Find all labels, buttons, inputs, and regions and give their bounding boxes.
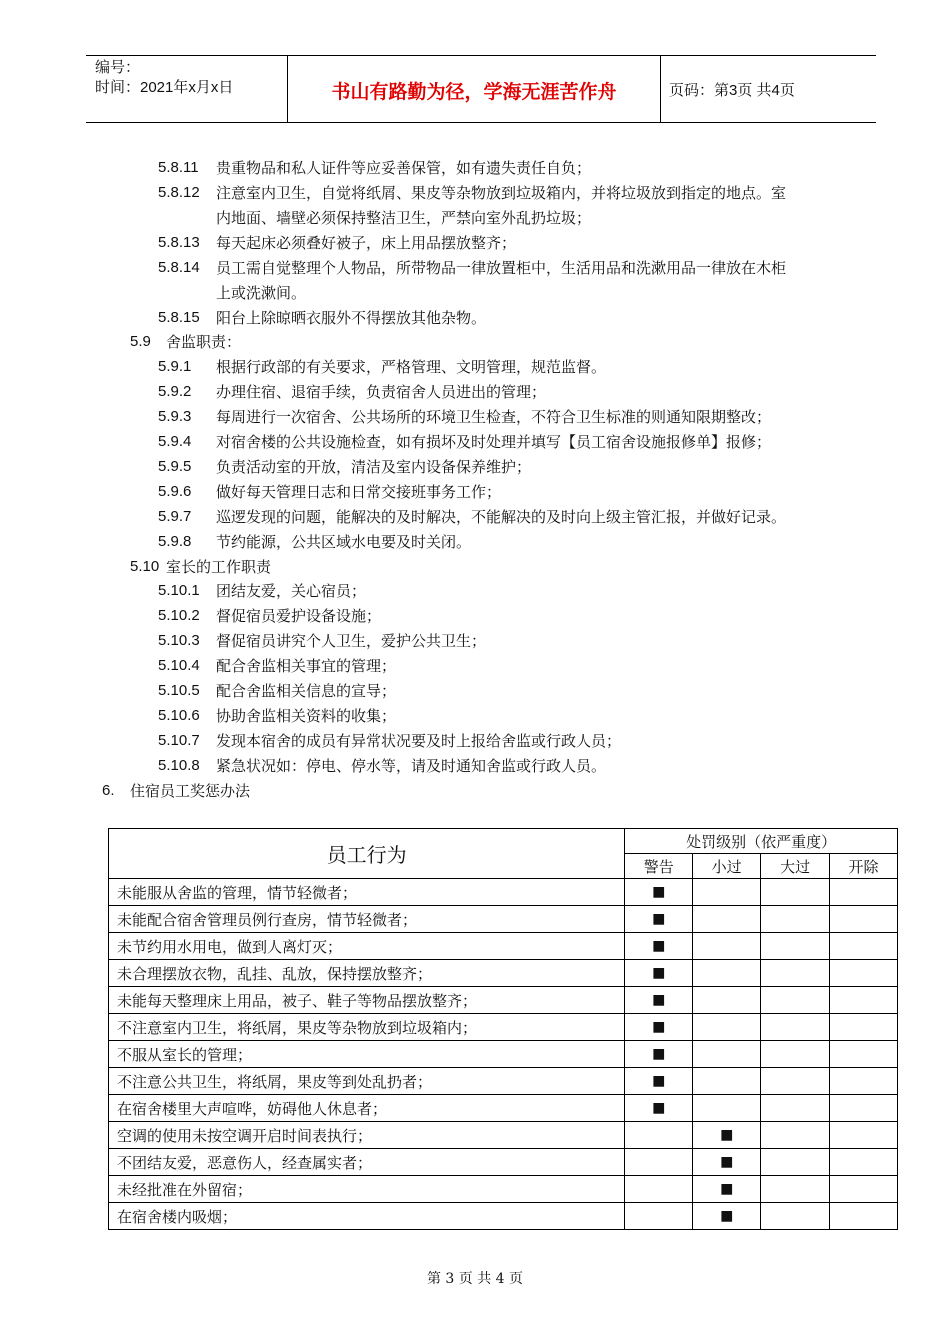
clause-text: 办理住宿、退宿手续，负责宿舍人员进出的管理； (216, 383, 547, 401)
clause-text: 室长的工作职责 (166, 558, 272, 576)
clause-number: 5.10.6 (158, 707, 200, 724)
clause-text: 上或洗漱间。 (216, 284, 307, 302)
behavior-cell: 不服从室长的管理； (109, 1041, 625, 1068)
clause-number: 5.10.8 (158, 757, 200, 774)
level-mark: ■ (625, 933, 693, 960)
header-bottom-rule (86, 122, 876, 123)
level-warning: 警告 (625, 854, 693, 879)
clause-text: 巡逻发现的问题，能解决的及时解决，不能解决的及时向上级主管汇报，并做好记录。 (216, 508, 787, 526)
behavior-cell: 不注意公共卫生，将纸屑，果皮等到处乱扔者； (109, 1068, 625, 1095)
clause-text: 根据行政部的有关要求，严格管理、文明管理，规范监督。 (216, 358, 607, 376)
level-cell (761, 1203, 830, 1230)
table-row (109, 1068, 898, 1095)
level-mark: ■ (625, 1095, 693, 1122)
header-divider-right (660, 55, 661, 123)
clause-number: 5.8.12 (158, 184, 200, 201)
clause-text: 每周进行一次宿舍、公共场所的环境卫生检查，不符合卫生标准的则通知限期整改； (216, 408, 772, 426)
clause-number: 5.10.3 (158, 632, 200, 649)
clause-number: 5.8.13 (158, 234, 200, 251)
table-row (109, 1149, 898, 1176)
clause-text: 住宿员工奖惩办法 (130, 782, 251, 800)
table-row (109, 1203, 898, 1230)
level-cell (761, 987, 830, 1014)
level-cell (830, 987, 898, 1014)
doc-date-label: 时间：2021年x月x日 (95, 79, 234, 96)
level-cell (625, 1149, 693, 1176)
clause-text: 督促宿员讲究个人卫生，爱护公共卫生； (216, 632, 487, 650)
clause-number: 5.10.4 (158, 657, 200, 674)
level-cell (830, 1068, 898, 1095)
level-cell (830, 1041, 898, 1068)
clause-number: 5.9.1 (158, 358, 192, 375)
clause-number: 5.9.8 (158, 533, 192, 550)
doc-number-label: 编号： (95, 59, 141, 76)
level-cell (830, 1203, 898, 1230)
clause-text: 配合舍监相关信息的宣导； (216, 682, 397, 700)
penalty-rows (109, 879, 898, 1230)
level-cell (625, 1203, 693, 1230)
level-cell (693, 906, 761, 933)
table-row (109, 933, 898, 960)
clause-text: 配合舍监相关事宜的管理； (216, 657, 397, 675)
header-page-label: 页码：第3页 共4页 (669, 82, 795, 99)
clause-number: 5.10.1 (158, 582, 200, 599)
header-info (95, 58, 233, 98)
level-cell (693, 1068, 761, 1095)
level-cell (761, 1149, 830, 1176)
level-cell (830, 906, 898, 933)
level-cell (761, 1041, 830, 1068)
level-cell (830, 1176, 898, 1203)
clause-text: 贵重物品和私人证件等应妥善保管，如有遗失责任自负； (216, 159, 592, 177)
penalty-table (108, 828, 898, 1230)
behavior-cell: 空调的使用未按空调开启时间表执行； (109, 1122, 625, 1149)
table-row (109, 960, 898, 987)
level-cell (830, 1095, 898, 1122)
level-mark: ■ (625, 960, 693, 987)
level-mark: ■ (693, 1122, 761, 1149)
clause-text: 每天起床必须叠好被子，床上用品摆放整齐； (216, 234, 517, 252)
header-motto: 书山有路勤为径，学海无涯苦作舟 (331, 81, 617, 103)
level-mark: ■ (625, 906, 693, 933)
level-mark: ■ (625, 987, 693, 1014)
table-row (109, 1176, 898, 1203)
behavior-cell: 不注意室内卫生，将纸屑，果皮等杂物放到垃圾箱内； (109, 1014, 625, 1041)
clause-text: 督促宿员爱护设备设施； (216, 607, 382, 625)
table-row (109, 1095, 898, 1122)
behavior-cell: 未合理摆放衣物，乱挂、乱放，保持摆放整齐； (109, 960, 625, 987)
behavior-cell: 不团结友爱，恶意伤人，经查属实者； (109, 1149, 625, 1176)
clause-number: 5.9.2 (158, 383, 192, 400)
level-cell (693, 1041, 761, 1068)
level-cell (830, 960, 898, 987)
behavior-cell: 在宿舍楼内吸烟； (109, 1203, 625, 1230)
level-minor: 小过 (693, 854, 761, 879)
level-cell (830, 1122, 898, 1149)
table-row (109, 987, 898, 1014)
table-row (109, 1122, 898, 1149)
level-cell (761, 906, 830, 933)
clause-number: 5.10 (130, 558, 160, 575)
level-cell (761, 1122, 830, 1149)
level-mark: ■ (625, 1014, 693, 1041)
clause-number: 5.9.5 (158, 458, 192, 475)
clause-number: 5.9.4 (158, 433, 192, 450)
table-row (109, 1014, 898, 1041)
level-mark: ■ (693, 1176, 761, 1203)
behavior-cell: 未节约用水用电，做到人离灯灭； (109, 933, 625, 960)
level-cell (830, 1014, 898, 1041)
clause-number: 5.8.11 (158, 159, 199, 176)
clause-number: 5.9 (130, 333, 151, 350)
behavior-cell: 在宿舍楼里大声喧哗，妨碍他人休息者； (109, 1095, 625, 1122)
clause-number: 5.8.15 (158, 309, 200, 326)
level-cell (761, 879, 830, 906)
level-cell (693, 987, 761, 1014)
page-footer: 第 3 页 共 4 页 (426, 1271, 524, 1287)
level-cell (693, 960, 761, 987)
level-cell (761, 1014, 830, 1041)
level-cell (693, 1095, 761, 1122)
level-mark: ■ (693, 1149, 761, 1176)
behavior-cell: 未能每天整理床上用品，被子、鞋子等物品摆放整齐； (109, 987, 625, 1014)
level-cell (693, 879, 761, 906)
clause-number: 5.10.2 (158, 607, 200, 624)
level-major: 大过 (761, 854, 830, 879)
level-cell (625, 1122, 693, 1149)
clause-number: 5.10.7 (158, 732, 200, 749)
clause-text: 协助舍监相关资料的收集； (216, 707, 397, 725)
clause-text: 对宿舍楼的公共设施检查，如有损坏及时处理并填写【员工宿舍设施报修单】报修； (216, 433, 772, 451)
clause-text: 团结友爱，关心宿员； (216, 582, 367, 600)
level-cell (761, 1176, 830, 1203)
clause-text: 负责活动室的开放，清洁及室内设备保养维护； (216, 458, 532, 476)
clause-number: 5.9.3 (158, 408, 192, 425)
behavior-cell: 未经批准在外留宿； (109, 1176, 625, 1203)
clause-text: 注意室内卫生，自觉将纸屑、果皮等杂物放到垃圾箱内，并将垃圾放到指定的地点。室 (216, 184, 787, 202)
level-cell (761, 1095, 830, 1122)
clause-text: 阳台上除晾晒衣服外不得摆放其他杂物。 (216, 309, 487, 327)
behavior-cell: 未能服从舍监的管理，情节轻微者； (109, 879, 625, 906)
level-cell (625, 1176, 693, 1203)
level-cell (693, 933, 761, 960)
clause-number: 5.9.6 (158, 483, 192, 500)
clause-text: 员工需自觉整理个人物品，所带物品一律放置柜中，生活用品和洗漱用品一律放在木柜 (216, 259, 787, 277)
clause-text: 发现本宿舍的成员有异常状况要及时上报给舍监或行政人员； (216, 732, 622, 750)
level-cell (761, 1068, 830, 1095)
table-row (109, 906, 898, 933)
clause-number: 5.9.7 (158, 508, 192, 525)
table-row (109, 1041, 898, 1068)
clause-number: 6. (102, 782, 115, 799)
level-mark: ■ (693, 1203, 761, 1230)
clause-text: 做好每天管理日志和日常交接班事务工作； (216, 483, 502, 501)
clause-text: 紧急状况如：停电、停水等，请及时通知舍监或行政人员。 (216, 757, 607, 775)
table-header-row (109, 829, 898, 854)
level-cell (761, 933, 830, 960)
level-cell (830, 1149, 898, 1176)
clause-text: 节约能源，公共区域水电要及时关闭。 (216, 533, 472, 551)
clause-number: 5.10.5 (158, 682, 200, 699)
level-cell (830, 879, 898, 906)
clause-text: 内地面、墙壁必须保持整洁卫生，严禁向室外乱扔垃圾； (216, 209, 592, 227)
level-cell (761, 960, 830, 987)
level-cell (693, 1014, 761, 1041)
level-mark: ■ (625, 879, 693, 906)
behavior-header: 员工行为 (109, 829, 625, 879)
level-cell (830, 933, 898, 960)
level-dismissal: 开除 (830, 854, 898, 879)
clause-number: 5.8.14 (158, 259, 200, 276)
behavior-cell: 未能配合宿舍管理员例行查房，情节轻微者； (109, 906, 625, 933)
level-mark: ■ (625, 1041, 693, 1068)
level-header: 处罚级别（依严重度） (625, 829, 898, 854)
clause-text: 舍监职责： (166, 333, 242, 351)
level-mark: ■ (625, 1068, 693, 1095)
header-top-rule (86, 55, 876, 56)
table-row (109, 879, 898, 906)
